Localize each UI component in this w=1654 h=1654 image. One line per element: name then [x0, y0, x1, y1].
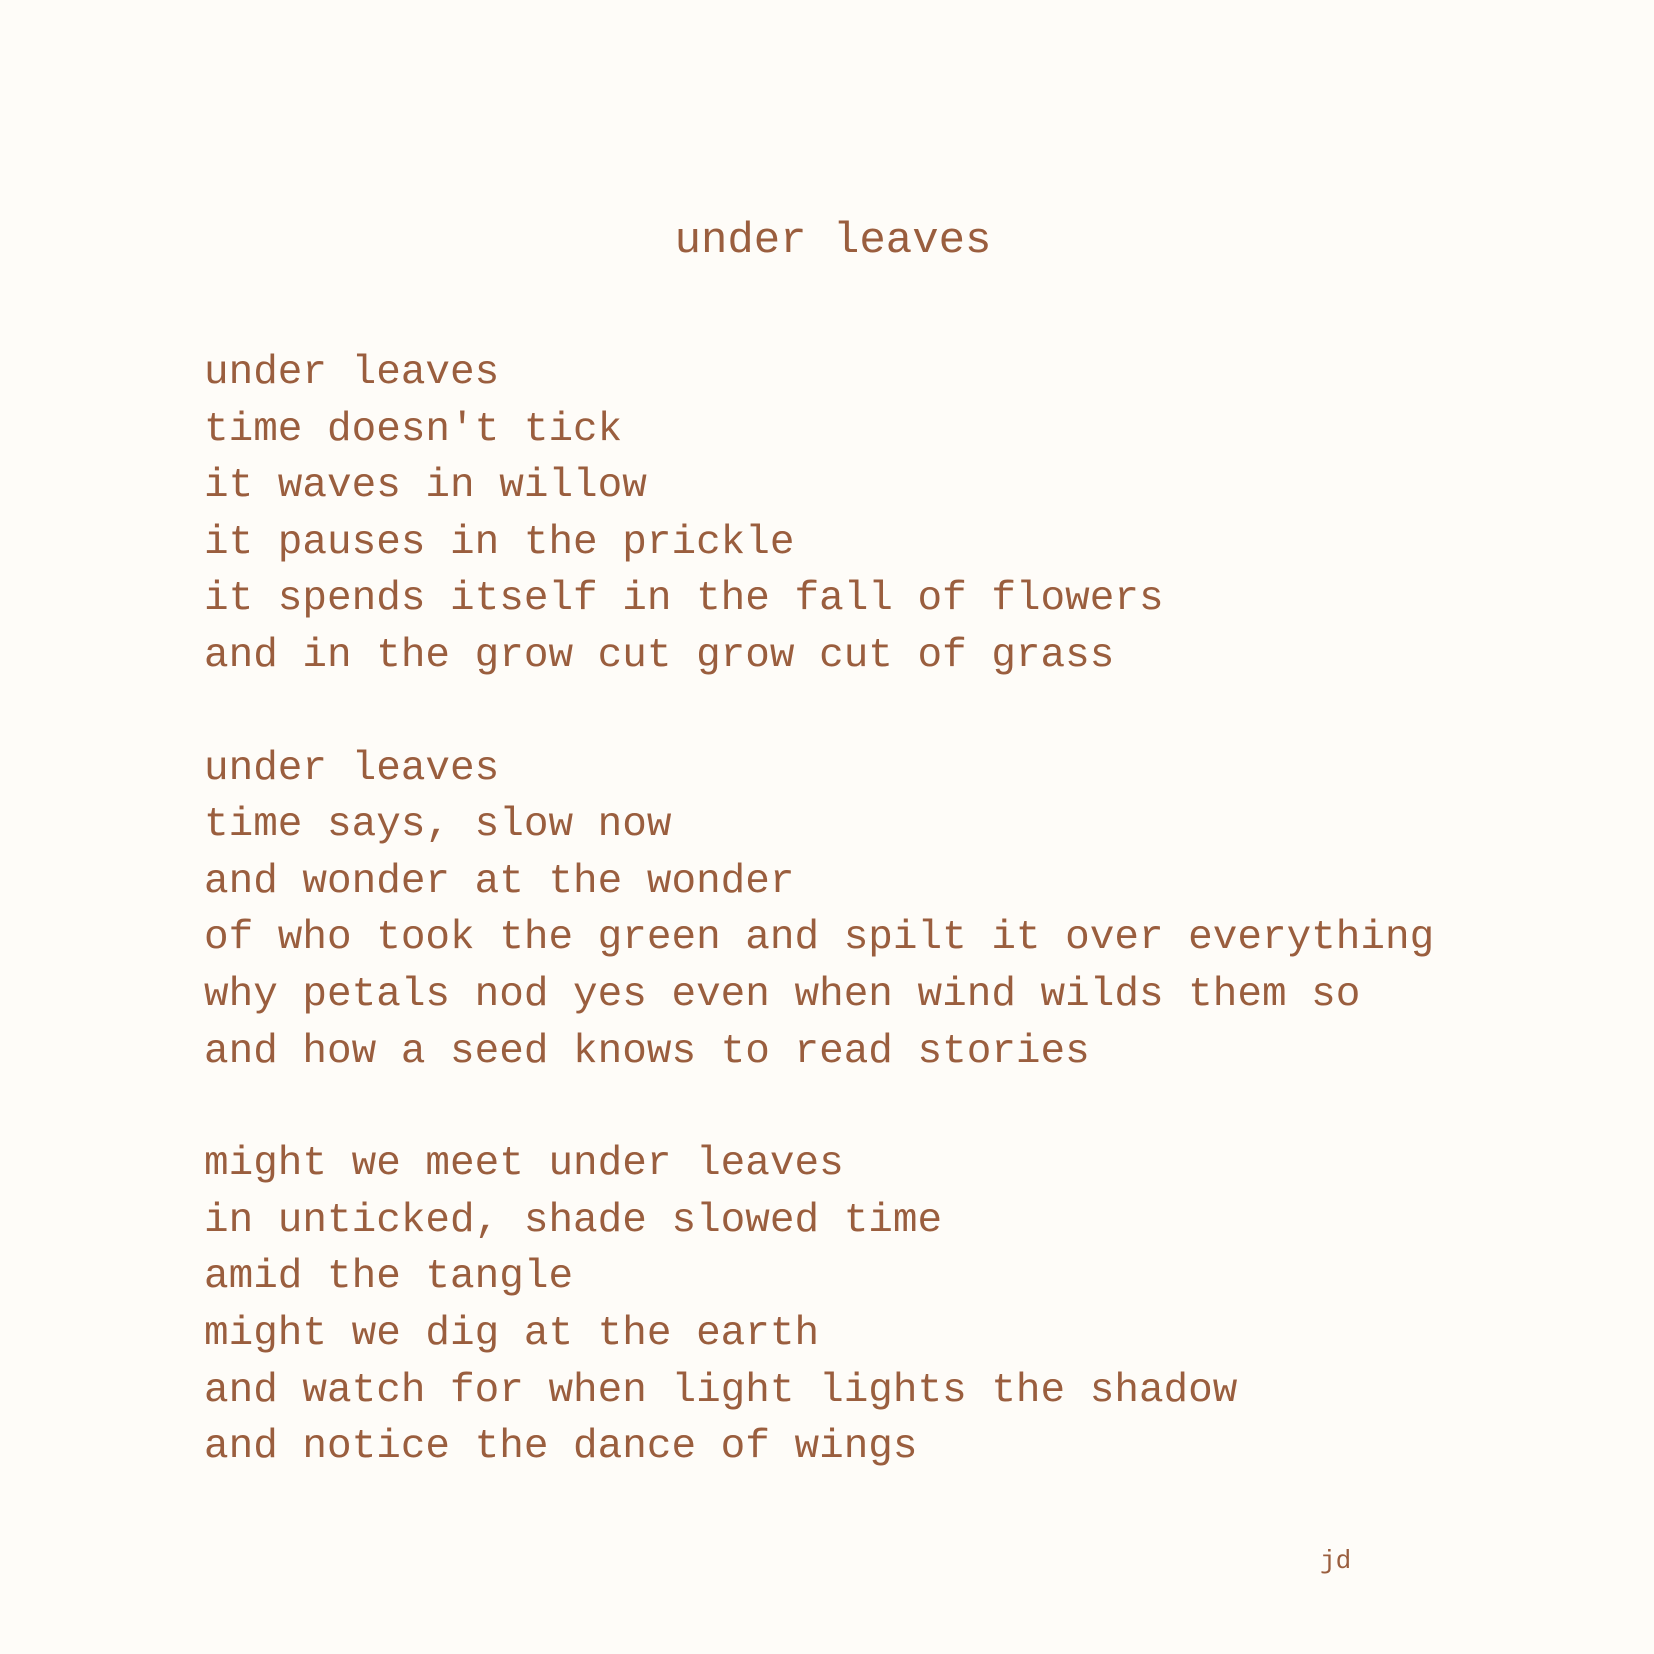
poem-line: and notice the dance of wings — [204, 1424, 918, 1471]
poem-title: under leaves — [674, 216, 992, 266]
stanza-1 — [204, 345, 1434, 685]
poem-line: and in the grow cut grow cut of grass — [204, 632, 1115, 679]
poem-line: in unticked, shade slowed time — [204, 1197, 943, 1244]
stanza-3 — [204, 1136, 1434, 1476]
poem-line: time doesn't tick — [204, 406, 623, 453]
poem-line: under leaves — [204, 745, 500, 792]
poem-line: it waves in willow — [204, 463, 647, 510]
poem-line: under leaves — [204, 350, 500, 396]
poem-line: and wonder at the wonder — [204, 858, 795, 905]
poem-line: might we dig at the earth — [204, 1310, 820, 1357]
poem-body — [204, 345, 1434, 1476]
poem-line: and how a seed knows to read stories — [204, 1028, 1090, 1075]
poem-line: it spends itself in the fall of flowers — [204, 576, 1164, 623]
poem-line: why petals nod yes even when wind wilds them so — [204, 971, 1361, 1018]
poem-line: of who took the green and spilt it over everything — [204, 915, 1435, 962]
author-signature: jd — [1320, 1546, 1352, 1576]
poem-line: and watch for when light lights the shadow — [204, 1367, 1238, 1414]
poem-line: might we meet under leaves — [204, 1141, 844, 1188]
stanza-2 — [204, 741, 1434, 1081]
poem-line: it pauses in the prickle — [204, 519, 795, 566]
poem-line: time says, slow now — [204, 802, 672, 849]
poem-line: amid the tangle — [204, 1254, 574, 1301]
